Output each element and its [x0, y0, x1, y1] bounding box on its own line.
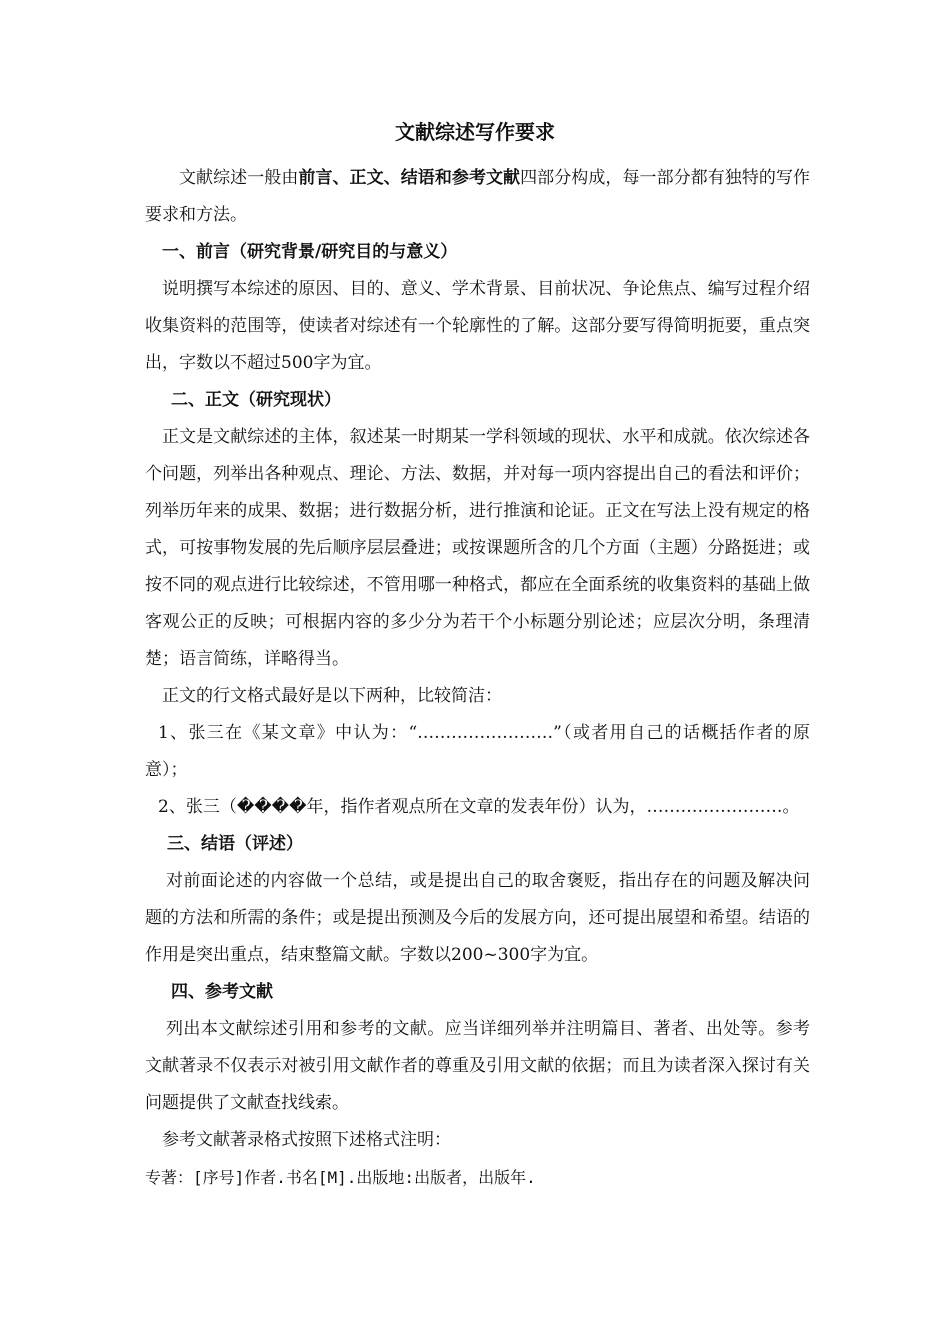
document-body [145, 160, 810, 1196]
references-format-intro: 参考文献著录格式按照下述格式注明： [162, 1130, 451, 1150]
preface-paragraph: 说明撰写本综述的原因、目的、意义、学术背景、目前状况、争论焦点、编写过程介绍收集资料的范围等，使读者对综述有一个轮廓性的了解。这部分要写得简明扼要，重点突出，字数以不超过500字为宜。 [145, 279, 810, 373]
document-title: 文献综述写作要求 [395, 120, 555, 144]
body-example-2: 2、张三（����年，指作者观点所在文章的发表年份）认为，……………………。 [158, 797, 800, 817]
references-paragraph: 列出本文献综述引用和参考的文献。应当详细列举并注明篇目、著者、出处等。参考文献著录不仅表示对被引用文献作者的尊重及引用文献的依据；而且为读者深入探讨有关问题提供了文献查找线索。 [145, 1019, 810, 1113]
intro-paragraph [145, 160, 810, 234]
intro-text-start: 文献综述一般由 [179, 168, 299, 188]
reference-format-line: 专著：[序号]作者.书名[M].出版地:出版者，出版年. [145, 1168, 536, 1187]
section-heading-body: 二、正文（研究现状） [171, 390, 341, 410]
section-heading-references: 四、参考文献 [171, 982, 273, 1002]
intro-text-end: 四部分构成，每一部分都有独特的写作要求和方法。 [145, 168, 811, 225]
section-heading-preface: 一、前言（研究背景/研究目的与意义） [162, 242, 458, 262]
intro-bold-parts: 前言、正文、结语和参考文献 [298, 168, 521, 188]
body-example-1: 1、张三在《某文章》中认为：“……………………”（或者用自己的话概括作者的原意）； [145, 723, 810, 780]
body-paragraph-main: 正文是文献综述的主体，叙述某一时期某一学科领域的现状、水平和成就。依次综述各个问题，列举出各种观点、理论、方法、数据，并对每一项内容提出自己的看法和评价；列举历年来的成果、数据；进行数据分析，进行推演和论证。正文在写法上没有规定的格式，可按事物发展的先后顺序层层叠进；或按课题所含的几个方面（主题）分路挺进；或按不同的观点进行比较综述，不管用哪一种格式，都应在全面系统的收集资料的基础上做客观公正的反映；可根据内容的多少分为若干个小标题分别论述；应层次分明，条理清楚；语言简练，详略得当。 [145, 427, 810, 669]
section-heading-conclusion: 三、结语（评述） [167, 834, 303, 854]
conclusion-paragraph: 对前面论述的内容做一个总结，或是提出自己的取舍褒贬，指出存在的问题及解决问题的方法和所需的条件；或是提出预测及今后的发展方向，还可提出展望和希望。结语的作用是突出重点，结束整篇文献。字数以200~300字为宜。 [145, 871, 810, 965]
body-paragraph-format: 正文的行文格式最好是以下两种，比较简洁： [162, 686, 502, 706]
